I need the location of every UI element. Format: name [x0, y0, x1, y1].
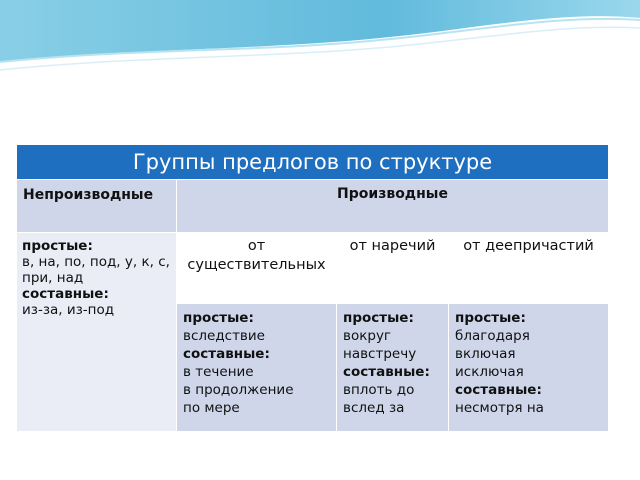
subheader-adverbs: от наречий: [337, 233, 449, 304]
example-item: вплоть до: [343, 382, 415, 398]
non-derived-simple-label: простые:: [22, 238, 93, 254]
example-item: по мере: [183, 400, 240, 416]
example-item: включая: [455, 346, 516, 362]
example-item: в течение: [183, 364, 254, 380]
compound-label: составные:: [455, 382, 542, 398]
wave-decoration: [0, 0, 640, 80]
example-item: благодаря: [455, 328, 530, 344]
examples-gerunds: [449, 304, 609, 432]
compound-label: составные:: [183, 346, 270, 362]
example-item: вокруг: [343, 328, 392, 344]
examples-nouns: [177, 304, 337, 432]
non-derived-compound-list: из-за, из-под: [22, 302, 115, 318]
example-item: исключая: [455, 364, 524, 380]
subheader-nouns: от существительных: [177, 233, 337, 304]
example-item: навстречу: [343, 346, 417, 362]
examples-adverbs: [337, 304, 449, 432]
simple-label: простые:: [183, 310, 254, 326]
table-title: Группы предлогов по структуре: [17, 145, 609, 180]
non-derived-simple-list: в, на, по, под, у, к, с, при, над: [22, 254, 170, 286]
simple-label: простые:: [343, 310, 414, 326]
example-item: вследствие: [183, 328, 265, 344]
example-item: в продолжение: [183, 382, 294, 398]
non-derived-cell: [17, 233, 177, 432]
example-item: вслед за: [343, 400, 405, 416]
header-non-derived: Непроизводные: [17, 180, 177, 233]
simple-label: простые:: [455, 310, 526, 326]
prepositions-table: [16, 144, 609, 432]
non-derived-compound-label: составные:: [22, 286, 109, 302]
compound-label: составные:: [343, 364, 430, 380]
example-item: несмотря на: [455, 400, 544, 416]
header-derived: Производные: [177, 180, 609, 233]
subheader-gerunds: от деепричастий: [449, 233, 609, 304]
